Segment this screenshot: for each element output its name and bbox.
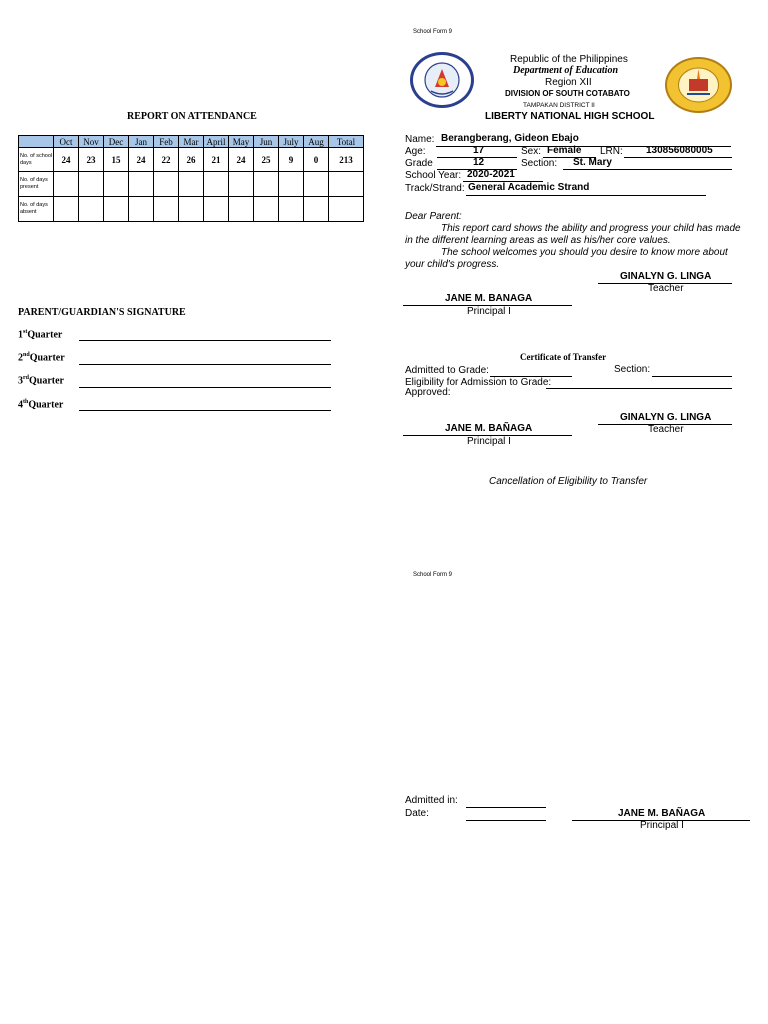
deped-seal-icon [410, 52, 474, 108]
age-value: 17 [473, 145, 485, 156]
table-cell [229, 172, 254, 197]
admitted-in-line [466, 807, 546, 808]
student-name: Berangberang, Gideon Ebajo [441, 133, 579, 144]
table-cell: 23 [79, 148, 104, 172]
table-row [19, 197, 364, 222]
cancellation-title: Cancellation of Eligibility to Transfer [489, 476, 648, 487]
grade-label: Grade [405, 158, 433, 169]
district-text: TAMPAKAN DISTRICT II [523, 102, 595, 109]
lrn-value: 130856080005 [646, 145, 713, 156]
cert-section-label: Section: [614, 364, 651, 375]
table-cell [179, 197, 204, 222]
approved-label: Approved: [405, 387, 451, 398]
month-header: Aug [304, 136, 329, 148]
table-cell [79, 172, 104, 197]
table-cell: 21 [204, 148, 229, 172]
track-line [466, 195, 706, 196]
total-cell: 213 [329, 148, 364, 172]
track-label: Track/Strand: [405, 183, 465, 194]
section-value: St. Mary [573, 157, 612, 168]
table-cell: 9 [279, 148, 304, 172]
sex-value: Female [547, 145, 582, 156]
total-header: Total [329, 136, 364, 148]
bottom-principal-name: JANE M. BAÑAGA [618, 808, 706, 819]
table-cell [304, 197, 329, 222]
table-cell: 24 [129, 148, 154, 172]
signature-line [79, 340, 331, 341]
month-header: July [279, 136, 304, 148]
table-header-row [19, 136, 364, 148]
month-header: Dec [104, 136, 129, 148]
table-cell [154, 197, 179, 222]
row-label: No. of school days [19, 148, 54, 172]
table-row [19, 172, 364, 197]
principal-title: Principal I [467, 306, 511, 317]
teacher-title: Teacher [648, 283, 684, 294]
principal-name: JANE M. BANAGA [445, 293, 533, 304]
table-cell [204, 172, 229, 197]
form-label-bottom: School Form 9 [413, 572, 453, 578]
age-label: Age: [405, 146, 426, 157]
month-header: April [204, 136, 229, 148]
section-label: Section: [521, 158, 558, 169]
table-cell [54, 172, 79, 197]
row-label: No. of days present [19, 172, 54, 197]
teacher-name: GINALYN G. LINGA [620, 271, 712, 282]
table-cell: 24 [54, 148, 79, 172]
lrn-line [624, 157, 732, 158]
table-cell [279, 197, 304, 222]
region-text: Region XII [545, 77, 592, 88]
table-cell: 26 [179, 148, 204, 172]
letter-line: The school welcomes you should you desire to know more about [441, 247, 728, 258]
quarter-label: 3rdQuarter [18, 375, 64, 387]
table-cell: 25 [254, 148, 279, 172]
cert-section-line [652, 376, 732, 377]
table-cell: 15 [104, 148, 129, 172]
signature-line [79, 387, 331, 388]
eligibility-line [546, 388, 732, 389]
month-header: Oct [54, 136, 79, 148]
cert-teacher-name: GINALYN G. LINGA [620, 412, 712, 423]
track-value: General Academic Strand [468, 182, 590, 193]
division-text: DIVISION OF SOUTH COTABATO [505, 89, 630, 98]
quarter-label: 1stQuarter [18, 329, 63, 341]
lrn-label: LRN: [600, 146, 623, 157]
school-seal-icon [665, 57, 732, 113]
table-cell [54, 197, 79, 222]
table-cell [304, 172, 329, 197]
letter-line: your child's progress. [405, 259, 500, 270]
cert-teacher-title: Teacher [648, 424, 684, 435]
signature-line [79, 410, 331, 411]
table-row [19, 148, 364, 172]
form-label: School Form 9 [413, 29, 453, 35]
grade-value: 12 [473, 157, 485, 168]
cert-principal-name: JANE M. BAÑAGA [445, 423, 533, 434]
table-cell [229, 197, 254, 222]
quarter-label: 4thQuarter [18, 399, 64, 411]
report-title: REPORT ON ATTENDANCE [127, 111, 257, 122]
sex-label: Sex: [521, 146, 542, 157]
table-cell [279, 172, 304, 197]
table-cell [179, 172, 204, 197]
attendance-table [18, 135, 364, 222]
letter-line: in the different learning areas as well as his/her core values. [405, 235, 671, 246]
salutation: Dear Parent: [405, 211, 462, 222]
admitted-in-label: Admitted in: [405, 795, 458, 806]
table-cell [204, 197, 229, 222]
section-line [563, 169, 732, 170]
name-label: Name: [405, 134, 435, 145]
table-cell [104, 197, 129, 222]
table-cell [104, 172, 129, 197]
school-year-label: School Year: [405, 170, 462, 181]
signature-title: PARENT/GUARDIAN'S SIGNATURE [18, 307, 186, 318]
republic-text: Republic of the Philippines [510, 54, 628, 65]
date-line [466, 820, 546, 821]
school-year-value: 2020-2021 [467, 169, 515, 180]
admitted-grade-label: Admitted to Grade: [405, 365, 489, 376]
date-label: Date: [405, 808, 429, 819]
month-header: Jan [129, 136, 154, 148]
total-cell [329, 197, 364, 222]
school-name: LIBERTY NATIONAL HIGH SCHOOL [485, 111, 655, 122]
month-header: Nov [79, 136, 104, 148]
month-header: Feb [154, 136, 179, 148]
bottom-principal-title: Principal I [640, 820, 684, 831]
table-cell [154, 172, 179, 197]
table-cell [254, 172, 279, 197]
table-cell [129, 172, 154, 197]
month-header: Mar [179, 136, 204, 148]
month-header: May [229, 136, 254, 148]
table-cell: 24 [229, 148, 254, 172]
eligibility-label: Eligibility for Admission to Grade: [405, 377, 552, 388]
letter-line: This report card shows the ability and progress your child has made [441, 223, 741, 234]
table-cell [129, 197, 154, 222]
department-text: Department of Education [513, 65, 619, 76]
table-cell: 0 [304, 148, 329, 172]
month-header: Jun [254, 136, 279, 148]
cert-principal-title: Principal I [467, 436, 511, 447]
signature-line [79, 364, 331, 365]
row-label: No. of days absent [19, 197, 54, 222]
quarter-label: 2ndQuarter [18, 352, 65, 364]
table-cell: 22 [154, 148, 179, 172]
total-cell [329, 172, 364, 197]
table-cell [79, 197, 104, 222]
table-cell [254, 197, 279, 222]
certificate-title: Certificate of Transfer [520, 352, 607, 362]
